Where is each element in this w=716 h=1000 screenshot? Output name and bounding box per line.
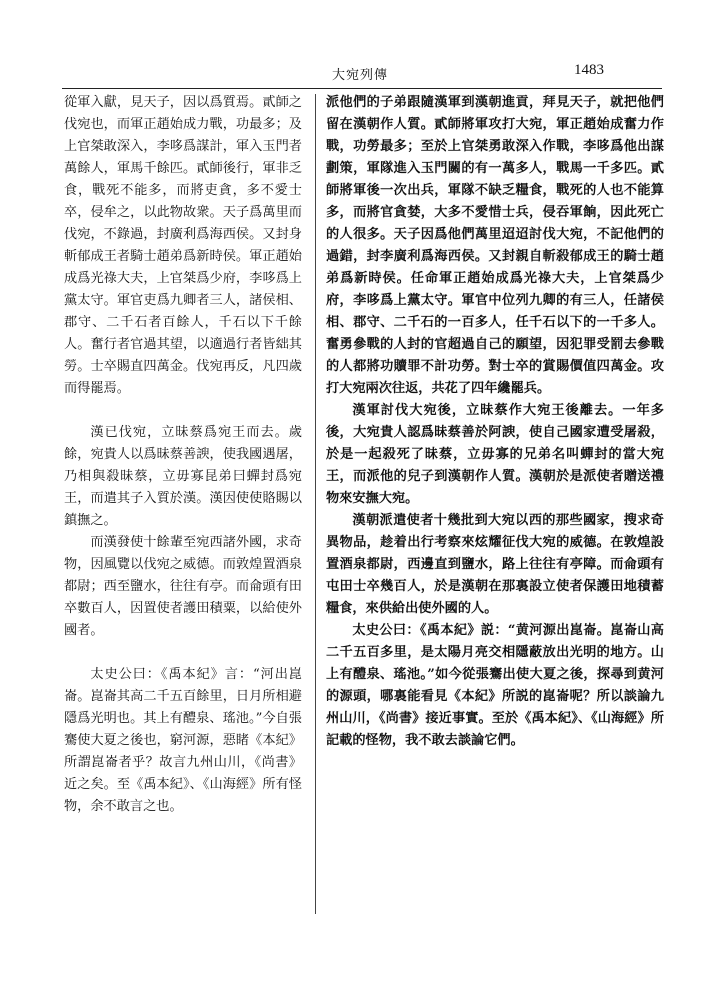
original-paragraph-4: 太史公曰：《禹本紀》言：“河出崑崙。崑崙其高二千五百餘里，日月所相避隱爲光明也。其上有醴泉、瑤池。”今自張騫使大夏之後也，窮河源，惡睹《本紀》所謂崑崙者乎？故言九州山川，《尚書》近之矣。至《禹本紀》、《山海經》所有怪物，余不敢言之也。	[64, 667, 302, 814]
original-paragraph-3: 而漢發使十餘輩至宛西諸外國，求奇物，因風覽以伐宛之威德。而敦煌置酒泉都尉；西至鹽水，往往有亭。而侖頭有田卒數百人，因置使者護田積粟，以給使外國者。	[64, 535, 302, 638]
original-paragraph-2: 漢已伐宛，立昧蔡爲宛王而去。歲餘，宛貴人以爲昧蔡善諛，使我國遇屠，乃相與殺昧蔡，立毋寡昆弟曰蟬封爲宛王，而遣其子入質於漢。漢因使使賂賜以鎮撫之。	[64, 425, 302, 528]
translation-paragraph-3: 漢朝派遣使者十幾批到大宛以西的那些國家，搜求奇異物品，趁着出行考察來炫耀征伐大宛的威德。在敦煌設置酒泉都尉，西邊直到鹽水，路上往往有亭障。而侖頭有屯田士卒幾百人，於是漢朝在那裏設立使者保護田地積蓄糧食，來供給出使外國的人。	[326, 513, 664, 616]
column-divider	[315, 94, 316, 914]
original-paragraph-1: 從軍入獻，見天子，因以爲質焉。貳師之伐宛也，而軍正趙始成力戰，功最多；及上官桀敢深入，李哆爲謀計，軍入玉門者萬餘人，軍馬千餘匹。貳師後行，軍非乏食，戰死不能多，而將吏貪，多不愛士卒，侵牟之，以此物故衆。天子爲萬里而伐宛，不錄過，封廣利爲海西侯。又封身斬郁成王者騎士趙弟爲新時侯。軍正趙始成爲光祿大夫，上官桀爲少府，李哆爲上黨太守。軍官吏爲九卿者三人，諸侯相、郡守、二千石者百餘人，千石以下千餘人。奮行者官過其望，以適過行者皆絀其勞。士卒賜直四萬金。伐宛再反，凡四歲而得罷焉。	[64, 95, 302, 396]
translation-paragraph-2: 漢軍討伐大宛後，立昧蔡作大宛王後離去。一年多後，大宛貴人認爲昧蔡善於阿諛，使自己國家遭受屠殺，於是一起殺死了昧蔡，立毋寡的兄弟名叫蟬封的當大宛王，而派他的兒子到漢朝作人質。漢朝於是派使者贈送禮物來安撫大宛。	[326, 403, 664, 506]
translation-column	[326, 92, 664, 752]
translation-paragraph-1: 派他們的子弟跟隨漢軍到漢朝進貢，拜見天子，就把他們留在漢朝作人質。貳師將軍攻打大宛，軍正趙始成奮力作戰，功勞最多；至於上官桀勇敢深入作戰，李哆爲他出謀劃策，軍隊進入玉門關的有一萬多人，戰馬一千多匹。貳師將軍後一次出兵，軍隊不缺乏糧食，戰死的人也不能算多，而將官貪婪，大多不愛惜士兵，侵吞軍餉，因此死亡的人很多。天子因爲他們萬里迢迢討伐大宛，不記他們的過錯，封李廣利爲海西侯。又封親自斬殺郁成王的騎士趙弟爲新時侯。任命軍正趙始成爲光祿大夫，上官桀爲少府，李哆爲上黨太守。軍官中位列九卿的有三人，任諸侯相、郡守、二千石的一百多人，任千石以下的一千多人。奮勇參戰的人封的官超過自己的願望，因犯罪受罰去參戰的人都將功贖罪不計功勞。對士卒的賞賜價值四萬金。攻打大宛兩次往返，共花了四年纔罷兵。	[326, 95, 664, 396]
header-rule	[62, 88, 662, 89]
translation-paragraph-4: 太史公曰：《禹本紀》説：“黄河源出崑崙。崑崙山高二千五百多里，是太陽月亮交相隱蔽放出光明的地方。山上有醴泉、瑤池。”如今從張騫出使大夏之後，探尋到黄河的源頭，哪裏能看見《本紀》所説的崑崙呢？所以談論九州山川，《尚書》接近事實。至於《禹本紀》、《山海經》所記載的怪物，我不敢去談論它們。	[326, 623, 664, 748]
page-number: 1483	[574, 62, 604, 78]
original-text-column	[64, 92, 302, 818]
running-title: 大宛列傳	[332, 68, 389, 83]
page-header	[0, 64, 716, 88]
